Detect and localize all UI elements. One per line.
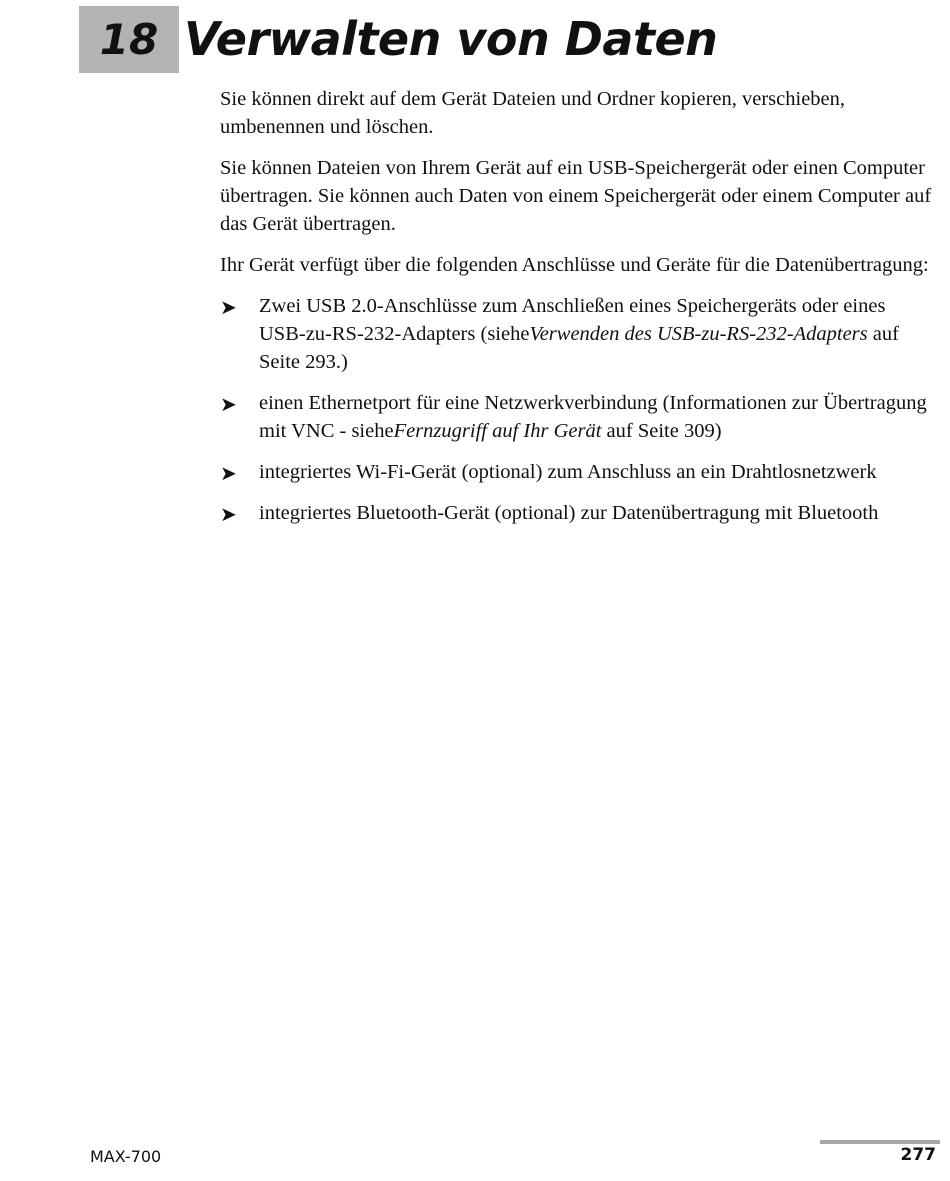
chapter-number-box — [79, 6, 179, 73]
footer-rule — [820, 1140, 940, 1144]
arrowhead-bullet-icon: ➤ — [220, 394, 237, 416]
chapter-number: 18 — [99, 15, 159, 64]
list-item-text: integriertes Wi-Fi-Gerät (optional) zum Anschluss an ein Drahtlosnetzwerk — [259, 461, 877, 483]
cross-reference-link[interactable]: Fernzugriff auf Ihr Gerät — [393, 420, 602, 442]
list-item — [220, 458, 935, 486]
intro-paragraph-1: Sie können direkt auf dem Gerät Dateien und Ordner kopieren, verschieben, umbenennen und löschen. — [220, 88, 846, 138]
list-item-page-ref: auf Seite 309) — [601, 420, 722, 442]
main-content — [220, 85, 935, 540]
list-item-text: integriertes Bluetooth-Gerät (optional) zur Datenübertragung mit Bluetooth — [259, 502, 879, 524]
arrowhead-bullet-icon: ➤ — [220, 504, 237, 526]
list-item — [220, 292, 935, 376]
page-number: 277 — [900, 1145, 936, 1165]
footer-product-name: MAX-700 — [90, 1147, 162, 1166]
list-item — [220, 389, 935, 445]
arrowhead-bullet-icon: ➤ — [220, 297, 237, 319]
intro-paragraph-2: Sie können Dateien von Ihrem Gerät auf ein USB-Speichergerät oder einen Computer übertragen. Sie können auch Daten von einem Speichergerät oder einem Computer auf das Gerät übertragen. — [220, 157, 932, 235]
list-item-page-ref: auf Seite 293.) — [259, 323, 899, 373]
connection-list — [220, 292, 935, 527]
list-item-text: Zwei USB 2.0-Anschlüsse zum Anschließen eines Speichergeräts oder eines USB-zu-RS-232-Adapters (siehe — [259, 295, 886, 345]
list-item-text: einen Ethernetport für eine Netzwerkverbindung (Informationen zur Übertragung mit VNC - siehe — [259, 392, 927, 442]
list-item — [220, 499, 935, 527]
cross-reference-link[interactable]: Verwenden des USB-zu-RS-232-Adapters — [529, 323, 868, 345]
arrowhead-bullet-icon: ➤ — [220, 463, 237, 485]
chapter-title: Verwalten von Daten — [184, 12, 718, 66]
intro-paragraph-3: Ihr Gerät verfügt über die folgenden Anschlüsse und Geräte für die Datenübertragung: — [220, 254, 929, 276]
